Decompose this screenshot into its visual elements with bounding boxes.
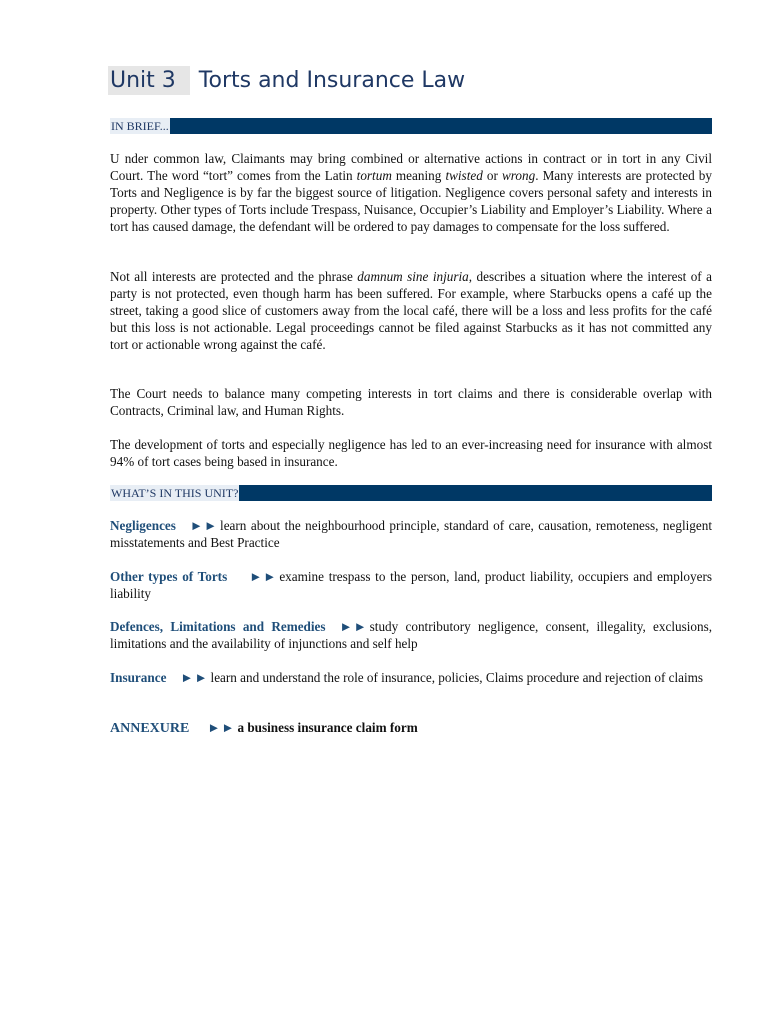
contents-item-text: learn and understand the role of insurance, policies, Claims procedure and rejection of claims [210,670,704,685]
contents-item-insurance [110,669,712,686]
arrow-icon: ►► [207,720,236,735]
contents-item-heading: Defences, Limitations and Remedies [110,619,326,634]
section-bar-contents [110,485,712,501]
contents-item-text: examine trespass to the person, land, product liability, occupiers and employers liability [110,569,712,601]
contents-item-heading: Insurance [110,670,167,685]
section-bar-in-brief [110,118,712,134]
text-run: , describes a situation where the interest of a party is not protected, even though harm has been suffered. For example, where Starbucks opens a café up the street, taking a good slice of customers away from the local café, there will be a loss and less profits for the café but this loss is not actionable. Legal proceedings cannot be filed against Starbucks as it has not committed any tort or actionable wrong against the café. [110,269,712,352]
paragraph-court: The Court needs to balance many competing interests in tort claims and there is considerable overlap with Contracts, Criminal law, and Human Rights. [110,386,712,418]
contents-item-defences [110,618,712,652]
text-run: or [482,168,502,183]
contents-item-text: a business insurance claim form [237,720,418,735]
section-bar-fill [239,485,712,501]
contents-item-annexure [110,719,712,737]
contents-item-text: study contributory negligence, consent, illegality, exclusions, limitations and the availability of injunctions and self help [110,619,712,651]
contents-item-text: learn about the neighbourhood principle, standard of care, causation, remoteness, negligent misstatements and Best Practice [110,518,712,550]
unit-title: Torts and Insurance Law [198,68,466,93]
text-run: . Many interests are protected by Torts and Negligence is by far the biggest source of litigation. Negligence covers personal safety and interests in property. Other types of Torts include Trespass, Nuisance, Occupier’s Liability and Employer’s Liability. Where a tort has caused damage, the defendant will be ordered to pay damages to compensate for the loss suffered. [110,168,712,234]
section-heading-in-brief: IN BRIEF... [111,119,169,133]
arrow-icon: ►► [189,518,219,533]
text-run: Not all interests are protected and the phrase [110,269,358,284]
text-run: U nder common law, Claimants may bring combined or alternative actions in contract or in tort in any Civil Court. The word “tort” comes from the Latin [110,151,712,183]
contents-item-negligences [110,517,712,551]
page-title [110,68,465,93]
contents-item-heading: Other types of Torts [110,569,228,584]
section-bar-fill [170,118,712,134]
italic-term: tortum [356,168,392,183]
text-run: meaning [391,168,446,183]
italic-term: twisted [445,168,483,183]
paragraph-development: The development of torts and especially negligence has led to an ever-increasing need for insurance with almost 94% of tort cases being based in insurance. [110,437,712,469]
contents-item-heading: Negligences [110,518,176,533]
paragraph-damnum [110,268,712,353]
unit-number: Unit 3 [108,66,190,95]
arrow-icon: ►► [339,619,368,634]
contents-item-heading: ANNEXURE [110,721,190,736]
arrow-icon: ►► [249,569,278,584]
italic-term: wrong [501,168,536,183]
paragraph-intro [110,150,712,235]
arrow-icon: ►► [180,670,209,685]
section-heading-contents: WHAT’S IN THIS UNIT? [111,486,239,500]
contents-item-other-torts [110,568,712,602]
italic-term: damnum sine injuria [357,269,469,284]
